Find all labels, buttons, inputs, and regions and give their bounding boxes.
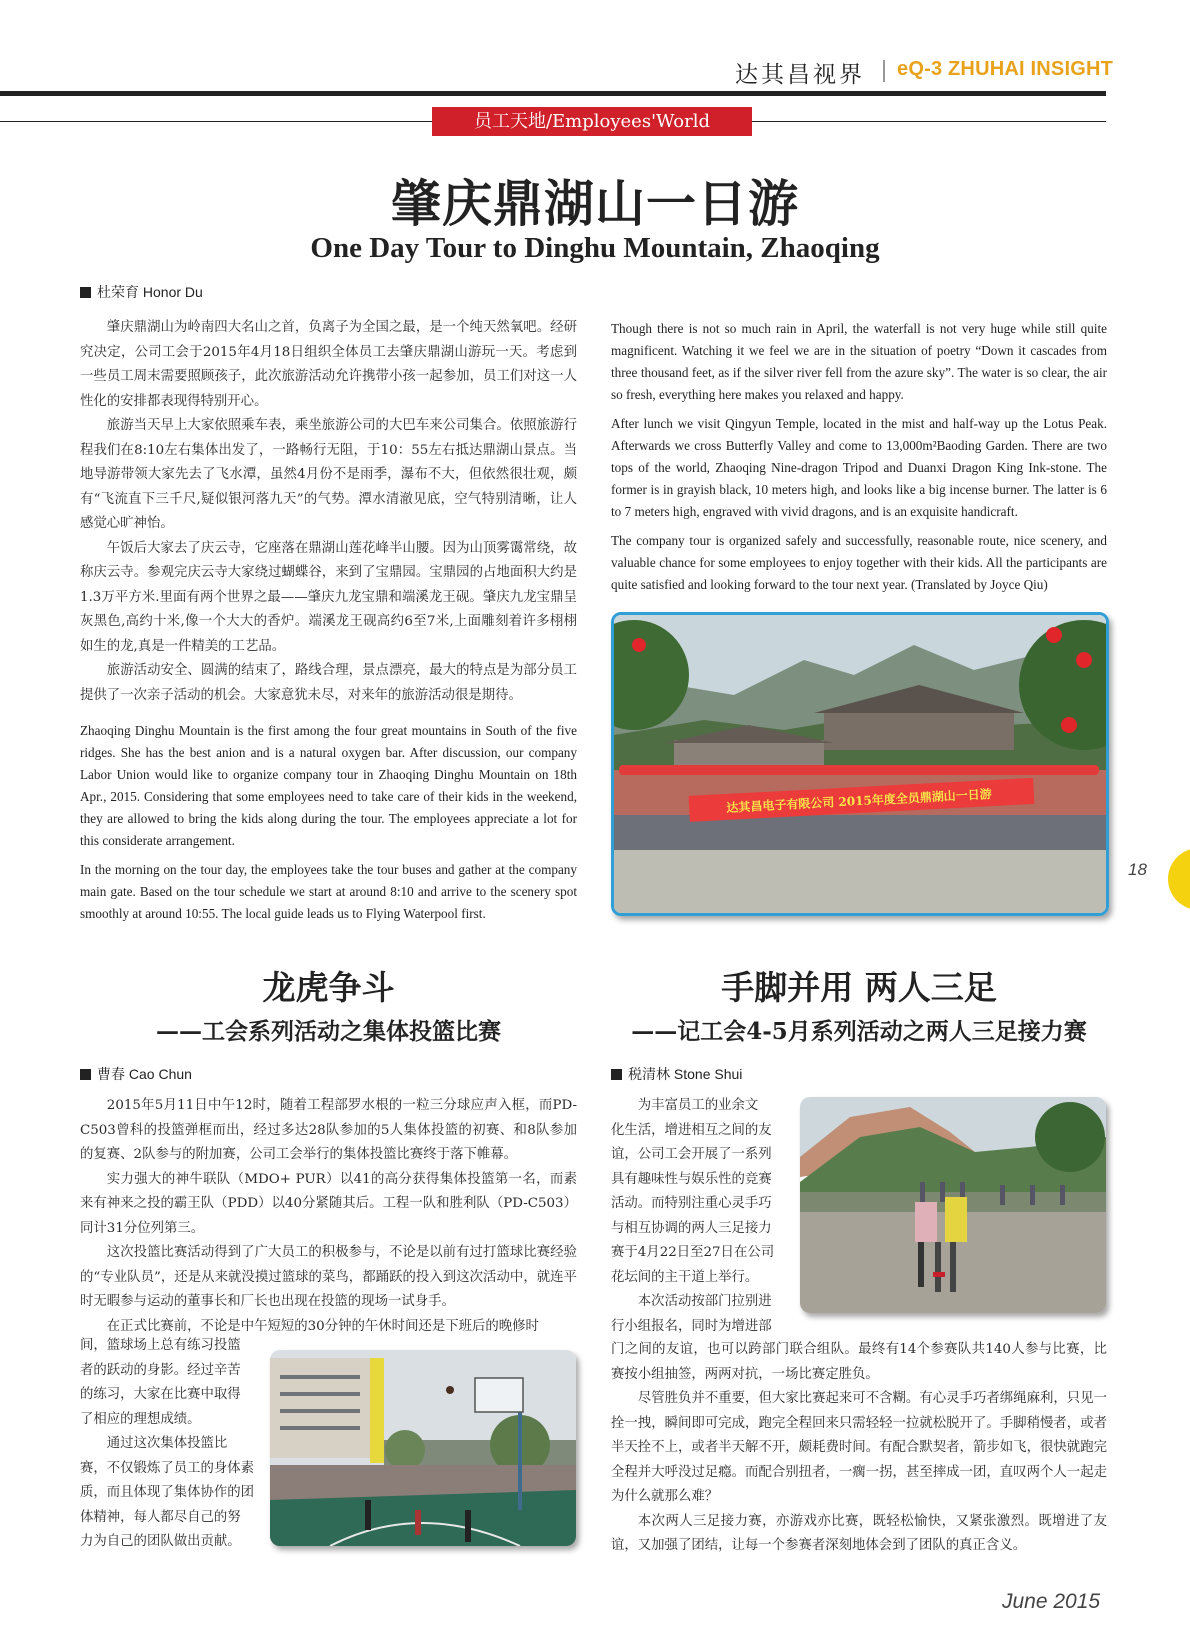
paragraph: 尽管胜负并不重要，但大家比赛起来可不含糊。有心灵手巧者绑绳麻利，只见一拴一拽，瞬间即可完成，跑完全程回来只需轻轻一拉就松脱开了。手脚稍慢者，或者半天拴不上，或者半天解不开，颇耗费时间。有配合默契者，箭步如飞，很快就跑完全程并大呼没过足瘾。而配合别扭者，一瘸一拐，甚至摔成一团，直叹两个人一起走为什么就那么难？ [611, 1391, 1107, 1504]
article3-subtitle: ——记工会4-5月系列活动之两人三足接力赛 [631, 1018, 1087, 1045]
page-number-circle [1168, 848, 1190, 910]
text-line: 与相互协调的两人三足接力 [611, 1220, 772, 1236]
paragraph: Zhaoqing Dinghu Mountain is the first among the four great mountains in South of the five ridges. She has the best anion and is a natural oxygen bar. After discussion, our company Labor Union would like to organize company tour in Zhaoqing Dinghu Mountain on 18th Apr., 2015. Considering that some employees need to take care of their kids in the weekend, they are allowed to bring the kids along during the tour. The employees appreciate a lot for this considerate arrangement. [80, 723, 577, 848]
paragraph: 旅游活动安全、圆满的结束了，路线合理，景点漂亮，最大的特点是为部分员工提供了一次亲子活动的机会。大家意犹未尽，对来年的旅游活动很是期待。 [80, 663, 577, 703]
paragraph: 2015年5月11日中午12时，随着工程部罗水根的一粒三分球应声入框，而PD-C503曾科的投篮弹框而出，经过多达28队参加的5人集体投篮的初赛、和8队参加的复赛、2队参与的附加赛，公司工会举行的集体投篮比赛终于落下帷幕。 [80, 1098, 577, 1162]
byline-text: 曹春 Cao Chun [97, 1066, 192, 1082]
magazine-title-en: eQ-3 ZHUHAI INSIGHT [897, 58, 1114, 80]
byline [80, 282, 203, 302]
text-line: 间，篮球场上总有练习投篮 [80, 1338, 241, 1353]
paragraph: 实力强大的神牛联队（MDO+ PUR）以41的高分获得集体投篮第一名，而素来有神来之投的霸王队（PDD）以40分紧随其后。工程一队和胜利队（PD-C503）同计31分位列第三。 [80, 1171, 577, 1236]
article2-title: 龙虎争斗 [262, 968, 395, 1007]
text-line: 为丰富员工的业余文 [637, 1098, 759, 1113]
paragraph: 这次投篮比赛活动得到了广大员工的积极参与，不论是以前有过打篮球比赛经验的“专业队员”，还是从来就没摸过篮球的菜鸟，都踊跃的投入到这次活动中，就连平时无暇参与运动的董事长和厂长也出现在投篮的现场一试身手。 [80, 1245, 577, 1309]
group-photo [611, 612, 1109, 916]
paragraph: 午饭后大家去了庆云寺，它座落在鼎湖山莲花峰半山腰。因为山顶雾霭常绕，故称庆云寺。参观完庆云寺大家绕过蝴蝶谷，来到了宝鼎园。宝鼎园的占地面积大约是1.3万平方米.里面有两个世界之最——肇庆九龙宝鼎和端溪龙王砚。肇庆九龙宝鼎呈灰黑色,高约十米,像一个大大的香炉。端溪龙王砚高约6至7米,上面雕刻着许多栩栩如生的龙,真是一件精美的工艺品。 [80, 540, 577, 654]
text-line: 赛于4月22日至27日在公司 [611, 1245, 775, 1260]
paragraph: In the morning on the tour day, the employees take the tour buses and gather at the company main gate. Based on the tour schedule we start at around 8:10 and arrive to the scenery spot smoothly at around 10:55. The local guide leads us to Flying Waterpool first. [80, 862, 577, 921]
magazine-title-cn: 达其昌视界 [735, 62, 865, 88]
article1-cn-column [80, 316, 577, 708]
article2-subtitle: ——工会系列活动之集体投篮比赛 [156, 1018, 501, 1045]
article1-en-right-column [611, 318, 1107, 603]
article3-title: 手脚并用 两人三足 [721, 968, 997, 1007]
paragraph: After lunch we visit Qingyun Temple, located in the mist and half-way up the Lotus Peak. Afterwards we cross Butterfly Valley and come to 13,000m²Baoding Garden. There are two tops of the world, Zhaoqing Nine-dragon Tripod and Duanxi Dragon King Ink-stone. The former is in grayish black, 10 meters high, and looks like a big incense burner. The latter is 6 to 7 meters high, engraved with vivid dragons, and is an exquisite handicraft. [611, 416, 1107, 519]
text-line: 者的跃动的身影。经过辛苦 [80, 1362, 241, 1378]
byline-text: 税清林 Stone Shui [628, 1066, 743, 1082]
paragraph: 在正式比赛前，不论是中午短短的30分钟的午休时间还是下班后的晚修时 [106, 1318, 539, 1334]
text-line: 谊，公司工会开展了一系列 [611, 1147, 772, 1162]
text-line: 的练习，大家在比赛中取得 [80, 1387, 241, 1402]
paragraph: 门之间的友谊，也可以跨部门联合组队。最终有14个参赛队共140人参与比赛，比赛按小组抽签，两两对抗，一场比赛定胜负。 [611, 1342, 1107, 1382]
byline [611, 1064, 742, 1084]
three-legged-race-photo [800, 1097, 1106, 1313]
basketball-photo [270, 1350, 576, 1546]
section-rule-left [0, 121, 432, 122]
article-title-cn: 肇庆鼎湖山一日游 [391, 174, 799, 233]
byline-text: 杜荣育 Honor Du [97, 284, 203, 300]
header-rule [0, 91, 1106, 96]
text-line: 质，而且体现了集体协作的团 [80, 1485, 255, 1500]
article3-wrap-text [611, 1094, 789, 1339]
paragraph: 旅游当天早上大家依照乘车表，乘坐旅游公司的大巴车来公司集合。依照旅游行程我们在8:10左右集体出发了，一路畅行无阻，于10：55左右抵达鼎湖山景点。当地导游带领大家先去了飞水潭，虽然4月份不是雨季，瀑布不大，但依然很壮观，颇有“飞流直下三千尺,疑似银河落九天”的气势。潭水清澈见底，空气特别清晰，让人感觉心旷神怡。 [80, 418, 577, 531]
byline-square [80, 1069, 91, 1080]
article2-wrap-text [80, 1334, 265, 1555]
byline-square [611, 1069, 622, 1080]
byline-square [80, 287, 91, 298]
issue-date: June 2015 [1002, 1590, 1101, 1613]
section-tag: 员工天地/Employees'World [432, 107, 752, 136]
text-line: 通过这次集体投篮比 [106, 1436, 228, 1451]
paragraph: The company tour is organized safely and successfully, reasonable route, nice scenery, and valuable chance for some employees to enjoy together with their kids. All the participants are quite satisfied and looking forward to the tour next year. (Translated by Joyce Qiu) [611, 533, 1107, 592]
article3-body [611, 1338, 1107, 1559]
text-line: 活动。而特别注重心灵手巧 [611, 1196, 772, 1211]
text-line: 行小组报名，同时为增进部 [611, 1318, 772, 1334]
text-line: 花坛间的主干道上举行。 [611, 1269, 759, 1285]
paragraph: 本次两人三足接力赛，亦游戏亦比赛，既轻松愉快，又紧张激烈。既增进了友谊，又加强了团结，让每一个参赛者深刻地体会到了团队的真正含义。 [611, 1513, 1107, 1553]
text-line: 赛，不仅锻炼了员工的身体素 [80, 1460, 255, 1476]
text-line: 体精神，每人都尽自己的努 [80, 1509, 241, 1525]
text-line: 力为自己的团队做出贡献。 [80, 1534, 241, 1549]
paragraph: 肇庆鼎湖山为岭南四大名山之首，负离子为全国之最，是一个纯天然氧吧。经研究决定，公司工会于2015年4月18日组织全体员工去肇庆鼎湖山游玩一天。考虑到一些员工周末需要照顾孩子，此次旅游活动允许携带小孩一起参加，员工们对这一人性化的安排都表现得特别开心。 [80, 320, 577, 409]
section-rule-right [752, 121, 1106, 122]
text-line: 具有趣味性与娱乐性的竞赛 [611, 1171, 772, 1187]
article1-en-left-column [80, 720, 577, 932]
paragraph: Though there is not so much rain in April, the waterfall is not very huge while still quite magnificent. Watching it we feel we are in the situation of poetry “Down it cascades from three thousand feet, as if the silver river fell from the azure sky”. The water is so clear, the air so fresh, everything here makes you relaxed and happy. [611, 321, 1107, 402]
byline [80, 1064, 192, 1084]
article-title-en: One Day Tour to Dinghu Mountain, Zhaoqing [310, 232, 880, 264]
header-separator [883, 60, 885, 82]
text-line: 了相应的理想成绩。 [80, 1411, 201, 1427]
article2-body [80, 1094, 577, 1339]
text-line: 化生活，增进相互之间的友 [611, 1122, 772, 1138]
page-number: 18 [1128, 860, 1147, 879]
text-line: 本次活动按部门拉别进 [637, 1294, 772, 1309]
banner-text: 达其昌电子有限公司 2015年度全员鼎湖山一日游 [726, 787, 993, 815]
